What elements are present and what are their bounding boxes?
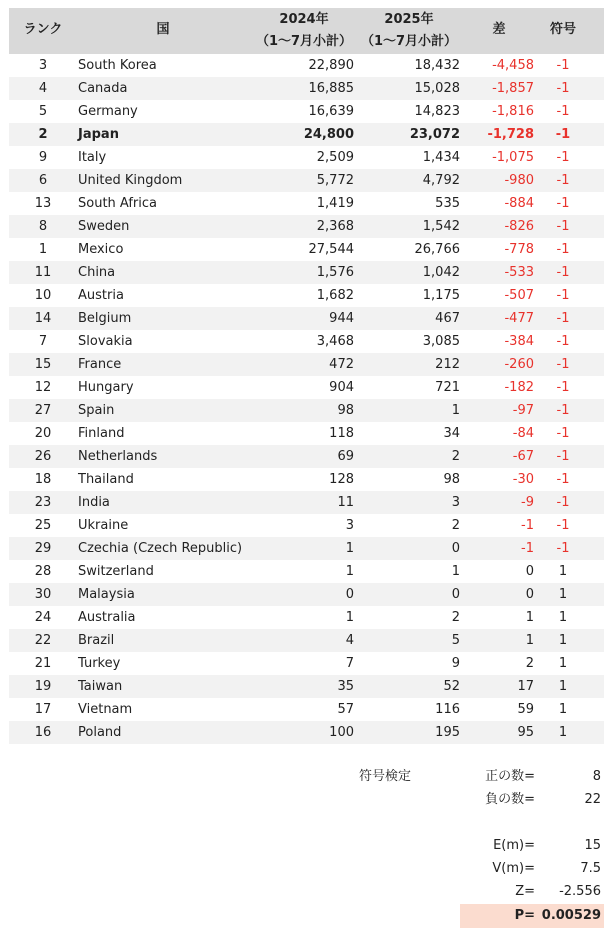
sign-cell: -1 — [555, 127, 571, 142]
diff-cell: -884 — [504, 196, 534, 211]
value-2025-cell: 1,042 — [422, 265, 460, 280]
value-2025-cell: 23,072 — [409, 127, 460, 142]
value-2025-cell: 2 — [451, 518, 460, 533]
rank-cell: 15 — [34, 357, 52, 372]
rank-cell: 17 — [34, 702, 52, 717]
variance-m-value: 7.5 — [580, 861, 601, 876]
country-cell: Poland — [78, 725, 122, 740]
sign-cell: -1 — [556, 81, 570, 96]
sign-cell: -1 — [556, 58, 570, 73]
table-row — [9, 100, 604, 123]
rank-cell: 11 — [34, 265, 52, 280]
table-body — [9, 54, 604, 744]
value-2024-cell: 2,509 — [316, 150, 354, 165]
country-cell: Czechia (Czech Republic) — [78, 541, 243, 556]
sign-cell: -1 — [556, 311, 570, 326]
table-row — [9, 353, 604, 376]
diff-cell: 17 — [517, 679, 534, 694]
diff-cell: -260 — [504, 357, 534, 372]
value-2024-cell: 5,772 — [316, 173, 354, 188]
country-cell: Belgium — [78, 311, 132, 326]
diff-cell: -1 — [521, 541, 534, 556]
sign-cell: -1 — [556, 541, 570, 556]
value-2025-cell: 535 — [435, 196, 460, 211]
value-2025-cell: 52 — [443, 679, 460, 694]
header-2025-period: （1～7月小計） — [360, 34, 458, 49]
value-2024-cell: 1,682 — [316, 288, 354, 303]
rank-cell: 29 — [34, 541, 52, 556]
country-cell: Australia — [78, 610, 136, 625]
rank-cell: 22 — [34, 633, 52, 648]
diff-cell: 1 — [525, 633, 534, 648]
positive-count-value: 8 — [592, 769, 601, 784]
value-2025-cell: 1 — [451, 403, 460, 418]
table-row — [9, 606, 604, 629]
negative-count-label: 負の数= — [485, 792, 535, 807]
value-2025-cell: 14,823 — [414, 104, 460, 119]
diff-cell: 1 — [525, 610, 534, 625]
rank-cell: 19 — [34, 679, 52, 694]
table-row — [9, 330, 604, 353]
diff-cell: -507 — [504, 288, 534, 303]
sign-cell: -1 — [556, 495, 570, 510]
value-2025-cell: 2 — [451, 449, 460, 464]
table-row — [9, 514, 604, 537]
value-2024-cell: 3 — [345, 518, 354, 533]
value-2024-cell: 1,419 — [316, 196, 354, 211]
table-row — [9, 445, 604, 468]
table-row — [9, 537, 604, 560]
value-2025-cell: 18,432 — [414, 58, 460, 73]
header-country: 国 — [156, 22, 170, 37]
country-cell: Spain — [78, 403, 115, 418]
rank-cell: 16 — [34, 725, 52, 740]
sign-cell: -1 — [556, 150, 570, 165]
diff-cell: -97 — [512, 403, 534, 418]
value-2025-cell: 1 — [451, 564, 460, 579]
sign-cell: -1 — [556, 472, 570, 487]
diff-cell: -67 — [512, 449, 534, 464]
rank-cell: 6 — [38, 173, 48, 188]
diff-cell: -477 — [504, 311, 534, 326]
table-row — [9, 583, 604, 606]
diff-cell: -533 — [504, 265, 534, 280]
sign-cell: -1 — [556, 426, 570, 441]
country-cell: Sweden — [78, 219, 130, 234]
table-row — [9, 169, 604, 192]
rank-cell: 25 — [34, 518, 52, 533]
country-cell: Hungary — [78, 380, 134, 395]
table-row — [9, 560, 604, 583]
country-cell: Vietnam — [78, 702, 133, 717]
value-2025-cell: 26,766 — [414, 242, 460, 257]
value-2024-cell: 1 — [345, 610, 354, 625]
value-2024-cell: 1,576 — [316, 265, 354, 280]
diff-cell: -1,075 — [492, 150, 534, 165]
header-2024-year: 2024年 — [279, 12, 329, 27]
value-2024-cell: 24,800 — [303, 127, 354, 142]
value-2025-cell: 3 — [451, 495, 460, 510]
sign-cell: -1 — [556, 196, 570, 211]
value-2025-cell: 3,085 — [422, 334, 460, 349]
table-row — [9, 652, 604, 675]
diff-cell: -1,857 — [492, 81, 534, 96]
value-2024-cell: 2,368 — [316, 219, 354, 234]
sign-cell: 1 — [558, 725, 568, 740]
sign-cell: -1 — [556, 380, 570, 395]
value-2024-cell: 57 — [337, 702, 354, 717]
table-row — [9, 376, 604, 399]
value-2025-cell: 1,542 — [422, 219, 460, 234]
rank-cell: 23 — [34, 495, 52, 510]
rank-cell: 8 — [38, 219, 48, 234]
rank-cell: 27 — [34, 403, 52, 418]
table-row — [9, 215, 604, 238]
value-2025-cell: 0 — [451, 587, 460, 602]
value-2025-cell: 116 — [435, 702, 460, 717]
rank-cell: 26 — [34, 449, 52, 464]
variance-m-label: V(m)= — [492, 861, 535, 876]
diff-cell: 0 — [525, 564, 534, 579]
negative-count-value: 22 — [584, 792, 601, 807]
diff-cell: -182 — [504, 380, 534, 395]
value-2025-cell: 0 — [451, 541, 460, 556]
diff-cell: -1,816 — [492, 104, 534, 119]
country-cell: Malaysia — [78, 587, 135, 602]
country-cell: Austria — [78, 288, 124, 303]
table-row — [9, 422, 604, 445]
z-score-label: Z= — [515, 884, 535, 899]
diff-cell: 59 — [517, 702, 534, 717]
sign-cell: -1 — [556, 334, 570, 349]
diff-cell: -84 — [512, 426, 534, 441]
value-2025-cell: 721 — [435, 380, 460, 395]
sign-cell: -1 — [556, 219, 570, 234]
sign-cell: -1 — [556, 173, 570, 188]
value-2025-cell: 1,175 — [422, 288, 460, 303]
table-row — [9, 146, 604, 169]
table-row — [9, 284, 604, 307]
table-row — [9, 238, 604, 261]
rank-cell: 20 — [34, 426, 52, 441]
p-value-label: P= — [514, 908, 535, 923]
z-score-value: -2.556 — [559, 884, 601, 899]
sign-test-table — [9, 8, 604, 744]
country-cell: Canada — [78, 81, 128, 96]
value-2025-cell: 15,028 — [414, 81, 460, 96]
country-cell: France — [78, 357, 122, 372]
sign-cell: 1 — [558, 564, 568, 579]
value-2024-cell: 0 — [345, 587, 354, 602]
rank-cell: 13 — [34, 196, 52, 211]
rank-cell: 5 — [38, 104, 48, 119]
value-2025-cell: 9 — [451, 656, 460, 671]
value-2024-cell: 1 — [345, 564, 354, 579]
rank-cell: 7 — [38, 334, 48, 349]
table-row — [9, 629, 604, 652]
country-cell: South Africa — [78, 196, 157, 211]
country-cell: India — [78, 495, 110, 510]
sign-cell: 1 — [558, 587, 568, 602]
country-cell: Slovakia — [78, 334, 133, 349]
country-cell: Thailand — [78, 472, 134, 487]
diff-cell: -384 — [504, 334, 534, 349]
value-2024-cell: 35 — [337, 679, 354, 694]
country-cell: Netherlands — [78, 449, 158, 464]
table-row — [9, 261, 604, 284]
rank-cell: 2 — [38, 127, 48, 142]
sign-cell: 1 — [558, 633, 568, 648]
sign-cell: 1 — [558, 702, 568, 717]
value-2024-cell: 1 — [345, 541, 354, 556]
value-2024-cell: 7 — [345, 656, 354, 671]
sign-cell: -1 — [556, 518, 570, 533]
value-2025-cell: 4,792 — [422, 173, 460, 188]
p-value-value: 0.00529 — [541, 908, 601, 923]
sign-cell: 1 — [558, 656, 568, 671]
country-cell: South Korea — [78, 58, 157, 73]
value-2024-cell: 904 — [329, 380, 354, 395]
diff-cell: -826 — [504, 219, 534, 234]
value-2024-cell: 944 — [329, 311, 354, 326]
header-sign: 符号 — [549, 22, 576, 37]
value-2024-cell: 118 — [329, 426, 354, 441]
rank-cell: 24 — [34, 610, 52, 625]
sign-cell: -1 — [556, 242, 570, 257]
country-cell: China — [78, 265, 116, 280]
sign-cell: -1 — [556, 104, 570, 119]
country-cell: Japan — [78, 127, 119, 142]
country-cell: Finland — [78, 426, 125, 441]
diff-cell: -30 — [512, 472, 534, 487]
diff-cell: 0 — [525, 587, 534, 602]
value-2024-cell: 4 — [345, 633, 354, 648]
rank-cell: 21 — [34, 656, 52, 671]
value-2024-cell: 69 — [337, 449, 354, 464]
table-row — [9, 77, 604, 100]
header-rank: ランク — [23, 22, 63, 37]
rank-cell: 4 — [38, 81, 48, 96]
table-row — [9, 123, 604, 146]
value-2024-cell: 128 — [329, 472, 354, 487]
diff-cell: -1 — [521, 518, 534, 533]
table-header — [9, 8, 604, 54]
diff-cell: 95 — [517, 725, 534, 740]
diff-cell: 2 — [525, 656, 534, 671]
country-cell: Taiwan — [78, 679, 123, 694]
country-cell: Ukraine — [78, 518, 129, 533]
sign-cell: 1 — [558, 679, 568, 694]
header-diff: 差 — [492, 22, 506, 37]
expected-m-label: E(m)= — [493, 838, 535, 853]
value-2025-cell: 98 — [443, 472, 460, 487]
sign-cell: -1 — [556, 265, 570, 280]
table-row — [9, 54, 604, 77]
value-2025-cell: 2 — [451, 610, 460, 625]
table-row — [9, 192, 604, 215]
diff-cell: -4,458 — [492, 58, 534, 73]
table-row — [9, 399, 604, 422]
value-2025-cell: 212 — [435, 357, 460, 372]
sign-cell: -1 — [556, 449, 570, 464]
rank-cell: 28 — [34, 564, 52, 579]
value-2025-cell: 34 — [443, 426, 460, 441]
value-2024-cell: 22,890 — [308, 58, 354, 73]
header-2024-period: （1～7月小計） — [255, 34, 353, 49]
country-cell: Switzerland — [78, 564, 154, 579]
rank-cell: 14 — [34, 311, 52, 326]
table-row — [9, 307, 604, 330]
rank-cell: 9 — [38, 150, 48, 165]
sign-cell: -1 — [556, 357, 570, 372]
value-2024-cell: 100 — [329, 725, 354, 740]
table-row — [9, 468, 604, 491]
diff-cell: -980 — [504, 173, 534, 188]
country-cell: Brazil — [78, 633, 115, 648]
sign-test-title: 符号検定 — [359, 769, 412, 784]
value-2024-cell: 16,639 — [308, 104, 354, 119]
value-2024-cell: 98 — [337, 403, 354, 418]
rank-cell: 12 — [34, 380, 52, 395]
expected-m-value: 15 — [584, 838, 601, 853]
rank-cell: 10 — [34, 288, 52, 303]
value-2024-cell: 3,468 — [316, 334, 354, 349]
diff-cell: -1,728 — [487, 127, 534, 142]
rank-cell: 1 — [38, 242, 48, 257]
country-cell: Mexico — [78, 242, 124, 257]
diff-cell: -778 — [504, 242, 534, 257]
rank-cell: 30 — [34, 587, 52, 602]
country-cell: Turkey — [78, 656, 121, 671]
country-cell: United Kingdom — [78, 173, 183, 188]
value-2025-cell: 195 — [435, 725, 460, 740]
value-2025-cell: 5 — [451, 633, 460, 648]
value-2024-cell: 16,885 — [308, 81, 354, 96]
diff-cell: -9 — [521, 495, 534, 510]
value-2025-cell: 467 — [435, 311, 460, 326]
table-row — [9, 721, 604, 744]
value-2024-cell: 11 — [337, 495, 354, 510]
table-row — [9, 491, 604, 514]
sign-cell: -1 — [556, 403, 570, 418]
table-row — [9, 698, 604, 721]
positive-count-label: 正の数= — [485, 769, 535, 784]
value-2025-cell: 1,434 — [422, 150, 460, 165]
sign-cell: 1 — [558, 610, 568, 625]
country-cell: Germany — [78, 104, 138, 119]
rank-cell: 18 — [34, 472, 52, 487]
country-cell: Italy — [78, 150, 107, 165]
value-2024-cell: 27,544 — [308, 242, 354, 257]
table-row — [9, 675, 604, 698]
value-2024-cell: 472 — [329, 357, 354, 372]
header-2025-year: 2025年 — [384, 12, 434, 27]
sign-cell: -1 — [556, 288, 570, 303]
rank-cell: 3 — [38, 58, 48, 73]
